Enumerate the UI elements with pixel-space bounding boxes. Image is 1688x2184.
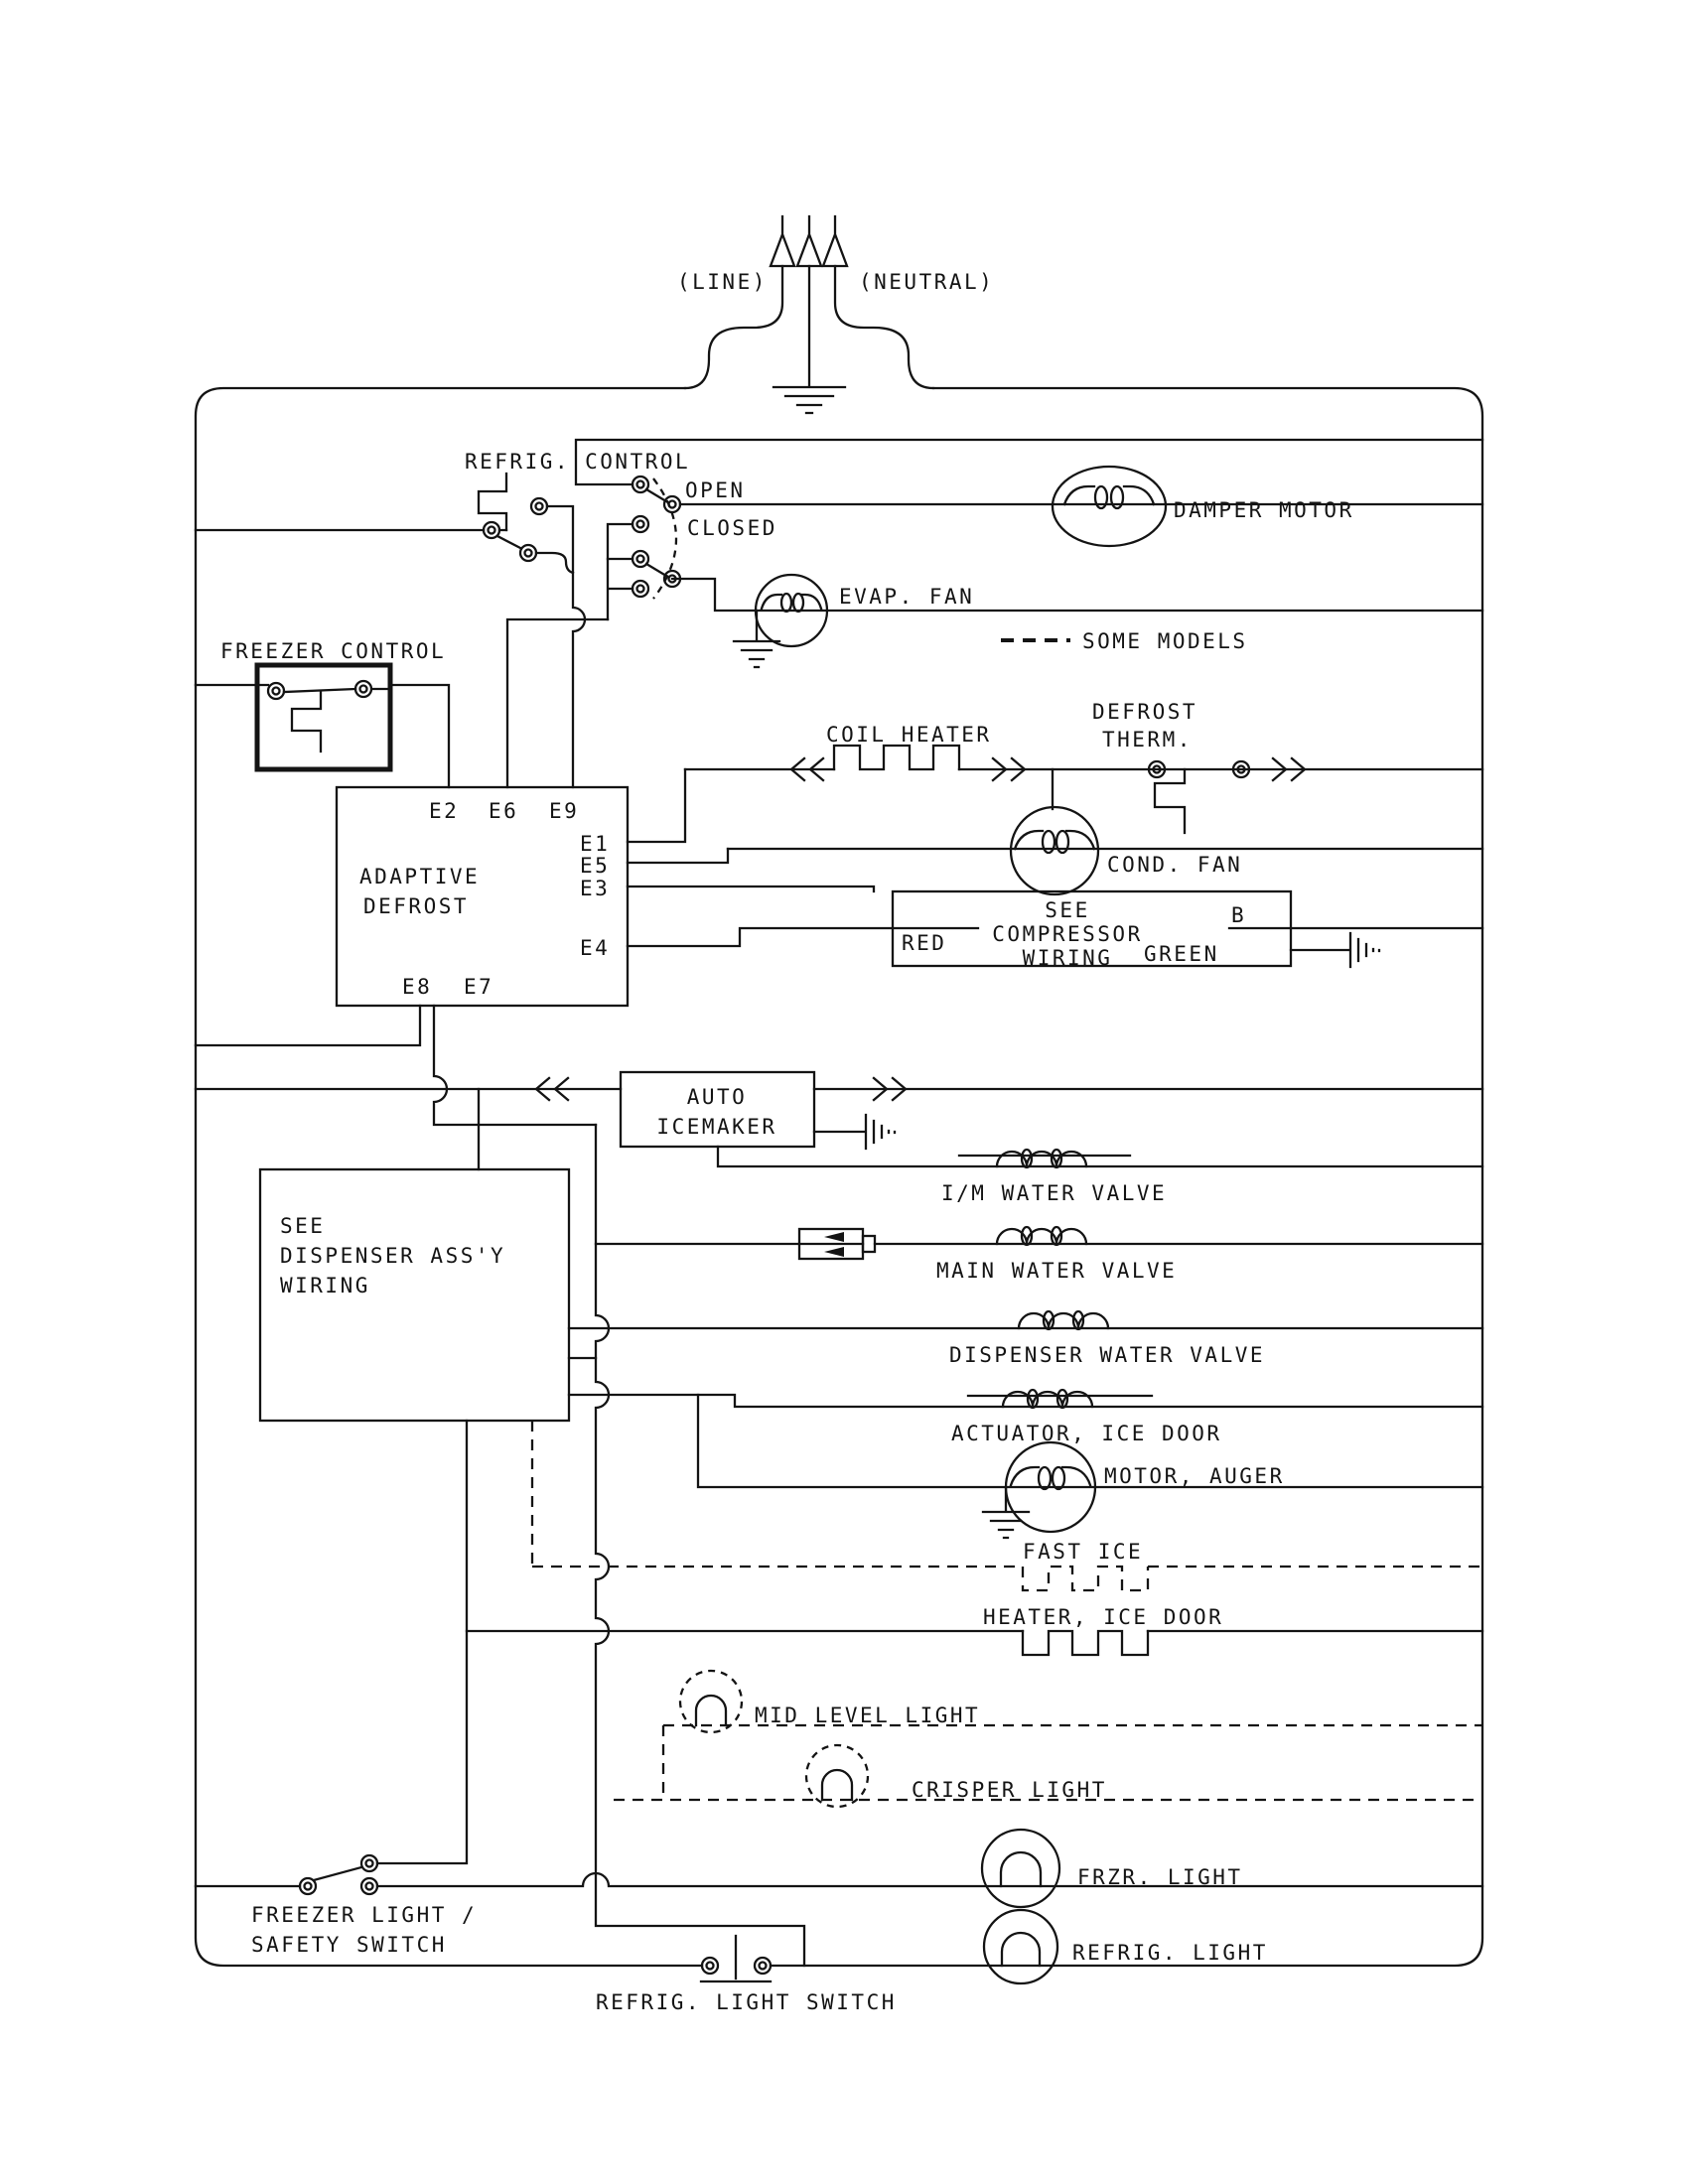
freezer-safety-switch [196,1855,1482,1957]
closed-label: CLOSED [687,516,777,540]
outer-border [196,388,1482,1966]
fast-ice-label: FAST ICE [1023,1540,1144,1564]
icemaker-label-1: AUTO [686,1085,748,1109]
refrig-light-label: REFRIG. LIGHT [1072,1941,1268,1965]
pin-e3-label: E3 [580,877,611,900]
dispenser-box-label-1: SEE [280,1214,326,1238]
diode-icon [824,1232,844,1242]
neutral-label: (NEUTRAL) [859,270,995,294]
heater-element-icon [1023,1631,1148,1655]
coil-heater-label: COIL HEATER [826,723,992,747]
board-title-2: DEFROST [363,894,470,918]
terminal-icon [484,477,680,597]
refrig-light [984,1910,1268,1983]
earth-ground-icon [983,1512,1029,1538]
compressor-box [893,891,1482,970]
line-arrow-icon [771,216,794,266]
defrost-therm-label-2: THERM. [1102,728,1193,751]
damper-motor-label: DAMPER MOTOR [1174,498,1354,522]
freezer-control-label: FREEZER CONTROL [220,639,447,663]
refrig-control-label: REFRIG. CONTROL [465,450,691,474]
dispenser-box-label-3: WIRING [280,1274,370,1297]
lamp-icon [696,1696,726,1725]
dispenser-water-valve-label: DISPENSER WATER VALVE [949,1343,1266,1367]
heater-ice-door-label: HEATER, ICE DOOR [983,1605,1224,1629]
actuator-ice-door-label: ACTUATOR, ICE DOOR [951,1422,1222,1445]
some-models-legend [1001,629,1248,653]
pin-e8-label: E8 [402,975,433,999]
defrost-therm-label-1: DEFROST [1092,700,1198,724]
refrig-light-switch-label: REFRIG. LIGHT SWITCH [596,1990,897,2014]
crisper-light [614,1745,1482,1807]
pin-e9-label: E9 [549,799,580,823]
main-water-valve-label: MAIN WATER VALVE [936,1259,1178,1283]
auger-motor [698,1395,1482,1538]
line-label: (LINE) [677,270,768,294]
chassis-ground-icon [866,1115,895,1149]
pin-e5-label: E5 [580,854,611,878]
some-models-label: SOME MODELS [1082,629,1248,653]
cond-fan-label: COND. FAN [1107,853,1243,877]
compressor-label-2: COMPRESSOR [992,922,1143,946]
coil-heater [685,723,1482,809]
pin-e4-label: E4 [580,936,611,960]
freezer-control [196,639,449,787]
heater-element-icon [1023,1567,1148,1590]
pin-e6-label: E6 [489,799,519,823]
mid-level-light-label: MID LEVEL LIGHT [755,1704,981,1727]
earth-ground-icon [774,387,845,413]
dispenser-water-valve [569,1311,1482,1367]
lamp-icon [822,1770,852,1800]
pin-e1-label: E1 [580,832,611,856]
cond-fan-motor [728,807,1482,894]
motor-auger-label: MOTOR, AUGER [1104,1464,1285,1488]
actuator-ice-door [569,1390,1482,1445]
open-label: OPEN [685,478,746,502]
pin-e2-label: E2 [429,799,460,823]
im-water-valve-label: I/M WATER VALVE [941,1181,1168,1205]
board-title-1: ADAPTIVE [359,865,481,888]
frzr-light-label: FRZR. LIGHT [1077,1865,1243,1889]
solenoid-coil-icon [997,1229,1086,1244]
main-water-valve [596,1227,1482,1283]
defrost-thermostat [1092,700,1305,833]
refrig-light-switch [596,1936,897,2014]
fast-ice-heater [532,1421,1482,1590]
lamp-icon [1002,1933,1040,1966]
dispenser-assy-box [260,1169,569,1421]
icemaker-label-2: ICEMAKER [656,1115,777,1139]
b-wire-label: B [1231,903,1247,927]
chassis-ground-icon [1350,933,1379,967]
dispenser-box-label-2: DISPENSER ASS'Y [280,1244,506,1268]
freezer-safety-label-1: FREEZER LIGHT / [251,1903,478,1927]
solenoid-coil-icon [1003,1392,1092,1407]
compressor-label-3: WIRING [1022,946,1113,970]
evap-fan-motor [672,575,1482,667]
im-water-valve [941,1150,1167,1205]
frzr-light [982,1830,1243,1907]
crisper-light-label: CRISPER LIGHT [912,1778,1107,1802]
damper-motor [680,467,1482,546]
freezer-safety-label-2: SAFETY SWITCH [251,1933,447,1957]
pin-e7-label: E7 [464,975,494,999]
compressor-label-1: SEE [1045,898,1090,922]
power-entry [677,216,994,413]
evap-fan-label: EVAP. FAN [839,585,975,609]
diode-icon [824,1247,844,1257]
auto-icemaker [196,1072,1482,1169]
neutral-arrow-icon [823,216,847,266]
earth-ground-icon [734,641,779,667]
heater-ice-door [467,1605,1482,1655]
green-wire-label: GREEN [1144,942,1219,966]
center-drop-wire [596,1125,804,1966]
red-wire-label: RED [902,931,947,955]
lamp-icon [1001,1852,1041,1886]
solenoid-coil-icon [1019,1313,1108,1328]
heater-element-icon [834,746,959,769]
solenoid-coil-icon [997,1152,1086,1166]
safety-switch-riser [377,1421,467,1863]
adaptive-defrost-board [196,619,978,1125]
ground-arrow-icon [797,216,821,266]
